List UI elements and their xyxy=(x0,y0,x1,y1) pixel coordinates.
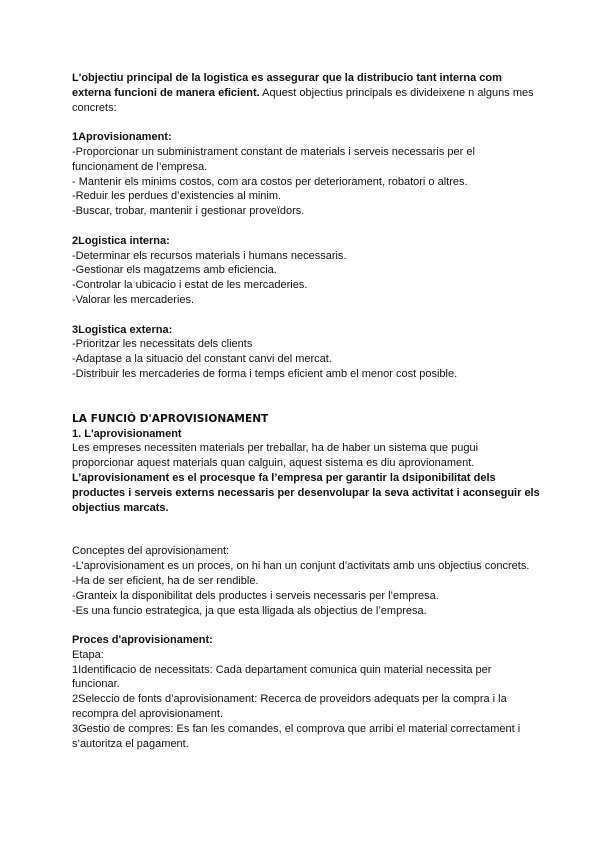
intro-rest-text: Aquest objectius principals es divideixene n alguns mes concrets: xyxy=(72,86,534,114)
section3-title: 3Logistica externa: xyxy=(72,323,173,336)
proces-item: 1Identificacio de necessitats: Cada departament comunica quin material necessita per funcionar. xyxy=(72,663,492,691)
intro-paragraph xyxy=(72,71,542,115)
conceptes-item: -L’aprovisionament es un proces, on hi han un conjunt d’activitats amb uns objectius concrets. xyxy=(72,560,530,573)
section3-item: -Distribuir les mercaderies de forma i temps eficient amb el menor cost posible. xyxy=(72,367,458,380)
section1-item: - Mantenir els minims costos, com ara costos per deteriorament, robatori o altres. xyxy=(72,175,468,188)
funcio-heading: LA FUNCIÓ D'APROVISIONAMENT xyxy=(72,412,269,425)
section3-item: -Adaptase a la situacio del constant canvi del mercat. xyxy=(72,353,332,366)
section1-item: -Buscar, trobar, mantenir i gestionar proveïdors. xyxy=(72,205,305,218)
proces-item: 3Gestio de compres: Es fan les comandes, el comprova que arribi el material correctament i s’autoritza el pagament. xyxy=(72,722,521,750)
section1-item: -Reduir les perdues d’existencies al minim. xyxy=(72,190,282,203)
section1-title: 1Aprovisionament: xyxy=(72,131,172,144)
conceptes-item: -Ha de ser eficient, ha de ser rendible. xyxy=(72,574,259,587)
section2-item: -Determinar els recursos materials i humans necessaris. xyxy=(72,249,347,262)
funcio-subheading: 1. L'aprovisionament xyxy=(72,427,182,440)
section2-item: -Controlar la ubicacio i estat de les mercaderies. xyxy=(72,279,308,292)
conceptes-title: Conceptes del aprovisionament: xyxy=(72,545,230,558)
section2-item: -Valorar les mercaderies. xyxy=(72,293,195,306)
document-page xyxy=(72,71,542,751)
proces-title: Proces d'aprovisionament: xyxy=(72,634,213,647)
section2-item: -Gestionar els magatzems amb eficiencia. xyxy=(72,264,277,277)
section2-title: 2Logistica interna: xyxy=(72,234,170,247)
proces-item: 2Seleccio de fonts d’aprovisionament: Recerca de proveidors adequats per la compra i la recompra del aprovisionament. xyxy=(72,693,507,721)
funcio-text: Les empreses necessiten materials per treballar, ha de haber un sistema que pugui proporcionar aquest materials quan calguin, aquest sistema es diu aprovionament. xyxy=(72,442,479,470)
funcio-definition: L’aprovisionament es el procesque fa l’empresa per garantir la dsiponibilitat dels productes i serveis externs necessaris per desenvolupar la seva activitat i aconseguir els objectius marcats. xyxy=(72,471,540,514)
conceptes-item: -Granteix la disponibilitat dels productes i serveis necessaris per l’empresa. xyxy=(72,589,439,602)
conceptes-item: -Es una funcio estrategica, ja que esta lligada als objectius de l’empresa. xyxy=(72,604,427,617)
proces-label: Etapa: xyxy=(72,648,104,661)
section3-item: -Prioritzar les necessitats dels clients xyxy=(72,338,253,351)
intro-bold-text: L'objectiu principal de la logistica es assegurar que la distribucio tant interna com externa funcioni de manera eficient. xyxy=(72,72,502,99)
section1-item: -Proporcionar un subministrament constant de materials i serveis necessaris per el funcionament de l’empresa. xyxy=(72,145,475,173)
